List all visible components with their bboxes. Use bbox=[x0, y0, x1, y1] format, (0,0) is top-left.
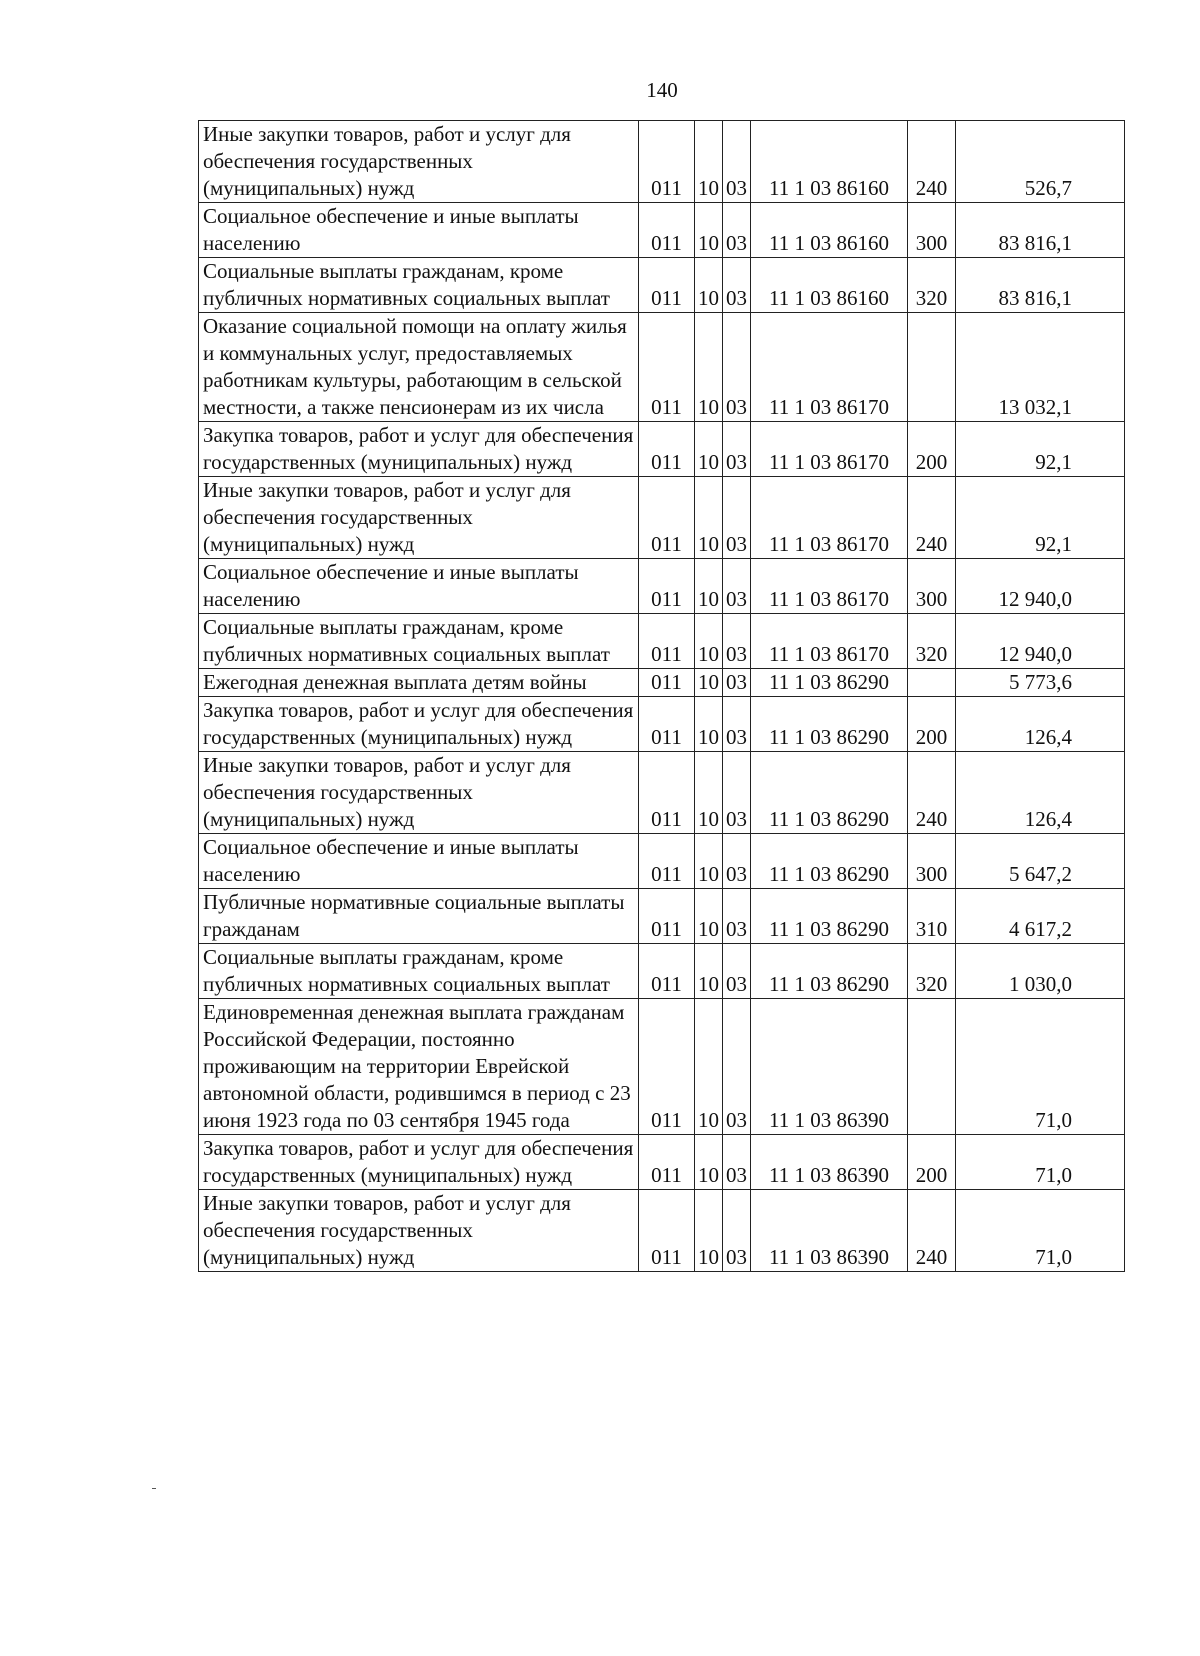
expense-type-cell: 240 bbox=[908, 1190, 956, 1272]
section-code-cell: 10 bbox=[695, 422, 723, 477]
ministry-code-cell: 011 bbox=[639, 313, 695, 422]
expense-type-cell: 300 bbox=[908, 559, 956, 614]
ministry-code-cell: 011 bbox=[639, 258, 695, 313]
expense-type-cell: 320 bbox=[908, 614, 956, 669]
target-article-cell: 11 1 03 86290 bbox=[751, 697, 908, 752]
target-article-cell: 11 1 03 86390 bbox=[751, 1190, 908, 1272]
table-row bbox=[199, 889, 1125, 944]
ministry-code-cell: 011 bbox=[639, 752, 695, 834]
table-row bbox=[199, 752, 1125, 834]
table-row bbox=[199, 1135, 1125, 1190]
row-name-cell: Оказание социальной помощи на оплату жилья и коммунальных услуг, предоставляемых работникам культуры, работающим в сельской местности, а также пенсионерам из их числа bbox=[199, 313, 639, 422]
target-article-cell: 11 1 03 86160 bbox=[751, 203, 908, 258]
ministry-code-cell: 011 bbox=[639, 477, 695, 559]
row-name-cell: Социальное обеспечение и иные выплаты населению bbox=[199, 834, 639, 889]
amount-cell: 126,4 bbox=[956, 752, 1125, 834]
table-row bbox=[199, 422, 1125, 477]
subsection-code-cell: 03 bbox=[723, 669, 751, 697]
target-article-cell: 11 1 03 86390 bbox=[751, 1135, 908, 1190]
section-code-cell: 10 bbox=[695, 1135, 723, 1190]
subsection-code-cell: 03 bbox=[723, 559, 751, 614]
ministry-code-cell: 011 bbox=[639, 121, 695, 203]
row-name-cell: Иные закупки товаров, работ и услуг для обеспечения государственных (муниципальных) нужд bbox=[199, 752, 639, 834]
ministry-code-cell: 011 bbox=[639, 834, 695, 889]
ministry-code-cell: 011 bbox=[639, 697, 695, 752]
expense-type-cell: 200 bbox=[908, 1135, 956, 1190]
table-row bbox=[199, 203, 1125, 258]
table-row bbox=[199, 258, 1125, 313]
section-code-cell: 10 bbox=[695, 697, 723, 752]
section-code-cell: 10 bbox=[695, 889, 723, 944]
budget-table-body bbox=[199, 121, 1125, 1272]
page-number: 140 bbox=[646, 78, 678, 102]
amount-cell: 5 647,2 bbox=[956, 834, 1125, 889]
row-name-cell: Иные закупки товаров, работ и услуг для обеспечения государственных (муниципальных) нужд bbox=[199, 121, 639, 203]
subsection-code-cell: 03 bbox=[723, 313, 751, 422]
section-code-cell: 10 bbox=[695, 834, 723, 889]
ministry-code-cell: 011 bbox=[639, 1190, 695, 1272]
target-article-cell: 11 1 03 86390 bbox=[751, 999, 908, 1135]
row-name-cell: Социальное обеспечение и иные выплаты населению bbox=[199, 559, 639, 614]
row-name-cell: Социальные выплаты гражданам, кроме публичных нормативных социальных выплат bbox=[199, 614, 639, 669]
ministry-code-cell: 011 bbox=[639, 559, 695, 614]
scan-speck bbox=[152, 1488, 156, 1489]
target-article-cell: 11 1 03 86290 bbox=[751, 834, 908, 889]
expense-type-cell: 240 bbox=[908, 477, 956, 559]
row-name-cell: Закупка товаров, работ и услуг для обеспечения государственных (муниципальных) нужд bbox=[199, 1135, 639, 1190]
target-article-cell: 11 1 03 86170 bbox=[751, 422, 908, 477]
amount-cell: 83 816,1 bbox=[956, 258, 1125, 313]
subsection-code-cell: 03 bbox=[723, 121, 751, 203]
target-article-cell: 11 1 03 86290 bbox=[751, 669, 908, 697]
subsection-code-cell: 03 bbox=[723, 944, 751, 999]
table-row bbox=[199, 944, 1125, 999]
table-row bbox=[199, 999, 1125, 1135]
subsection-code-cell: 03 bbox=[723, 477, 751, 559]
row-name-cell: Иные закупки товаров, работ и услуг для обеспечения государственных (муниципальных) нужд bbox=[199, 1190, 639, 1272]
ministry-code-cell: 011 bbox=[639, 999, 695, 1135]
row-name-cell: Социальные выплаты гражданам, кроме публичных нормативных социальных выплат bbox=[199, 258, 639, 313]
subsection-code-cell: 03 bbox=[723, 999, 751, 1135]
amount-cell: 71,0 bbox=[956, 1135, 1125, 1190]
table-row bbox=[199, 313, 1125, 422]
expense-type-cell: 240 bbox=[908, 121, 956, 203]
table-row bbox=[199, 614, 1125, 669]
row-name-cell: Закупка товаров, работ и услуг для обеспечения государственных (муниципальных) нужд bbox=[199, 422, 639, 477]
expense-type-cell: 200 bbox=[908, 697, 956, 752]
row-name-cell: Ежегодная денежная выплата детям войны bbox=[199, 669, 639, 697]
expense-type-cell: 300 bbox=[908, 203, 956, 258]
expense-type-cell: 300 bbox=[908, 834, 956, 889]
row-name-cell: Социальное обеспечение и иные выплаты населению bbox=[199, 203, 639, 258]
subsection-code-cell: 03 bbox=[723, 1190, 751, 1272]
amount-cell: 13 032,1 bbox=[956, 313, 1125, 422]
amount-cell: 4 617,2 bbox=[956, 889, 1125, 944]
section-code-cell: 10 bbox=[695, 614, 723, 669]
target-article-cell: 11 1 03 86170 bbox=[751, 477, 908, 559]
section-code-cell: 10 bbox=[695, 999, 723, 1135]
amount-cell: 92,1 bbox=[956, 422, 1125, 477]
table-row bbox=[199, 1190, 1125, 1272]
amount-cell: 92,1 bbox=[956, 477, 1125, 559]
expense-type-cell bbox=[908, 313, 956, 422]
expense-type-cell: 310 bbox=[908, 889, 956, 944]
amount-cell: 71,0 bbox=[956, 1190, 1125, 1272]
ministry-code-cell: 011 bbox=[639, 203, 695, 258]
expense-type-cell bbox=[908, 999, 956, 1135]
ministry-code-cell: 011 bbox=[639, 889, 695, 944]
ministry-code-cell: 011 bbox=[639, 1135, 695, 1190]
amount-cell: 5 773,6 bbox=[956, 669, 1125, 697]
subsection-code-cell: 03 bbox=[723, 258, 751, 313]
target-article-cell: 11 1 03 86170 bbox=[751, 614, 908, 669]
row-name-cell: Единовременная денежная выплата гражданам Российской Федерации, постоянно проживающим на территории Еврейской автономной области, родившимся в период с 23 июня 1923 года по 03 сентября 1945 года bbox=[199, 999, 639, 1135]
row-name-cell: Публичные нормативные социальные выплаты гражданам bbox=[199, 889, 639, 944]
table-row bbox=[199, 834, 1125, 889]
target-article-cell: 11 1 03 86290 bbox=[751, 752, 908, 834]
row-name-cell: Социальные выплаты гражданам, кроме публичных нормативных социальных выплат bbox=[199, 944, 639, 999]
row-name-cell: Закупка товаров, работ и услуг для обеспечения государственных (муниципальных) нужд bbox=[199, 697, 639, 752]
expense-type-cell bbox=[908, 669, 956, 697]
target-article-cell: 11 1 03 86290 bbox=[751, 944, 908, 999]
amount-cell: 1 030,0 bbox=[956, 944, 1125, 999]
subsection-code-cell: 03 bbox=[723, 889, 751, 944]
subsection-code-cell: 03 bbox=[723, 1135, 751, 1190]
ministry-code-cell: 011 bbox=[639, 422, 695, 477]
section-code-cell: 10 bbox=[695, 477, 723, 559]
section-code-cell: 10 bbox=[695, 258, 723, 313]
row-name-cell: Иные закупки товаров, работ и услуг для обеспечения государственных (муниципальных) нужд bbox=[199, 477, 639, 559]
subsection-code-cell: 03 bbox=[723, 203, 751, 258]
subsection-code-cell: 03 bbox=[723, 422, 751, 477]
expense-type-cell: 320 bbox=[908, 258, 956, 313]
amount-cell: 126,4 bbox=[956, 697, 1125, 752]
amount-cell: 12 940,0 bbox=[956, 559, 1125, 614]
target-article-cell: 11 1 03 86160 bbox=[751, 121, 908, 203]
subsection-code-cell: 03 bbox=[723, 752, 751, 834]
ministry-code-cell: 011 bbox=[639, 614, 695, 669]
section-code-cell: 10 bbox=[695, 1190, 723, 1272]
subsection-code-cell: 03 bbox=[723, 834, 751, 889]
amount-cell: 83 816,1 bbox=[956, 203, 1125, 258]
section-code-cell: 10 bbox=[695, 203, 723, 258]
table-row bbox=[199, 669, 1125, 697]
target-article-cell: 11 1 03 86160 bbox=[751, 258, 908, 313]
section-code-cell: 10 bbox=[695, 669, 723, 697]
amount-cell: 71,0 bbox=[956, 999, 1125, 1135]
target-article-cell: 11 1 03 86290 bbox=[751, 889, 908, 944]
table-row bbox=[199, 121, 1125, 203]
section-code-cell: 10 bbox=[695, 559, 723, 614]
target-article-cell: 11 1 03 86170 bbox=[751, 559, 908, 614]
amount-cell: 12 940,0 bbox=[956, 614, 1125, 669]
expense-type-cell: 200 bbox=[908, 422, 956, 477]
amount-cell: 526,7 bbox=[956, 121, 1125, 203]
subsection-code-cell: 03 bbox=[723, 697, 751, 752]
budget-table bbox=[198, 120, 1125, 1272]
subsection-code-cell: 03 bbox=[723, 614, 751, 669]
section-code-cell: 10 bbox=[695, 121, 723, 203]
section-code-cell: 10 bbox=[695, 313, 723, 422]
table-row bbox=[199, 559, 1125, 614]
expense-type-cell: 320 bbox=[908, 944, 956, 999]
target-article-cell: 11 1 03 86170 bbox=[751, 313, 908, 422]
section-code-cell: 10 bbox=[695, 944, 723, 999]
table-row bbox=[199, 477, 1125, 559]
expense-type-cell: 240 bbox=[908, 752, 956, 834]
table-row bbox=[199, 697, 1125, 752]
ministry-code-cell: 011 bbox=[639, 944, 695, 999]
section-code-cell: 10 bbox=[695, 752, 723, 834]
ministry-code-cell: 011 bbox=[639, 669, 695, 697]
